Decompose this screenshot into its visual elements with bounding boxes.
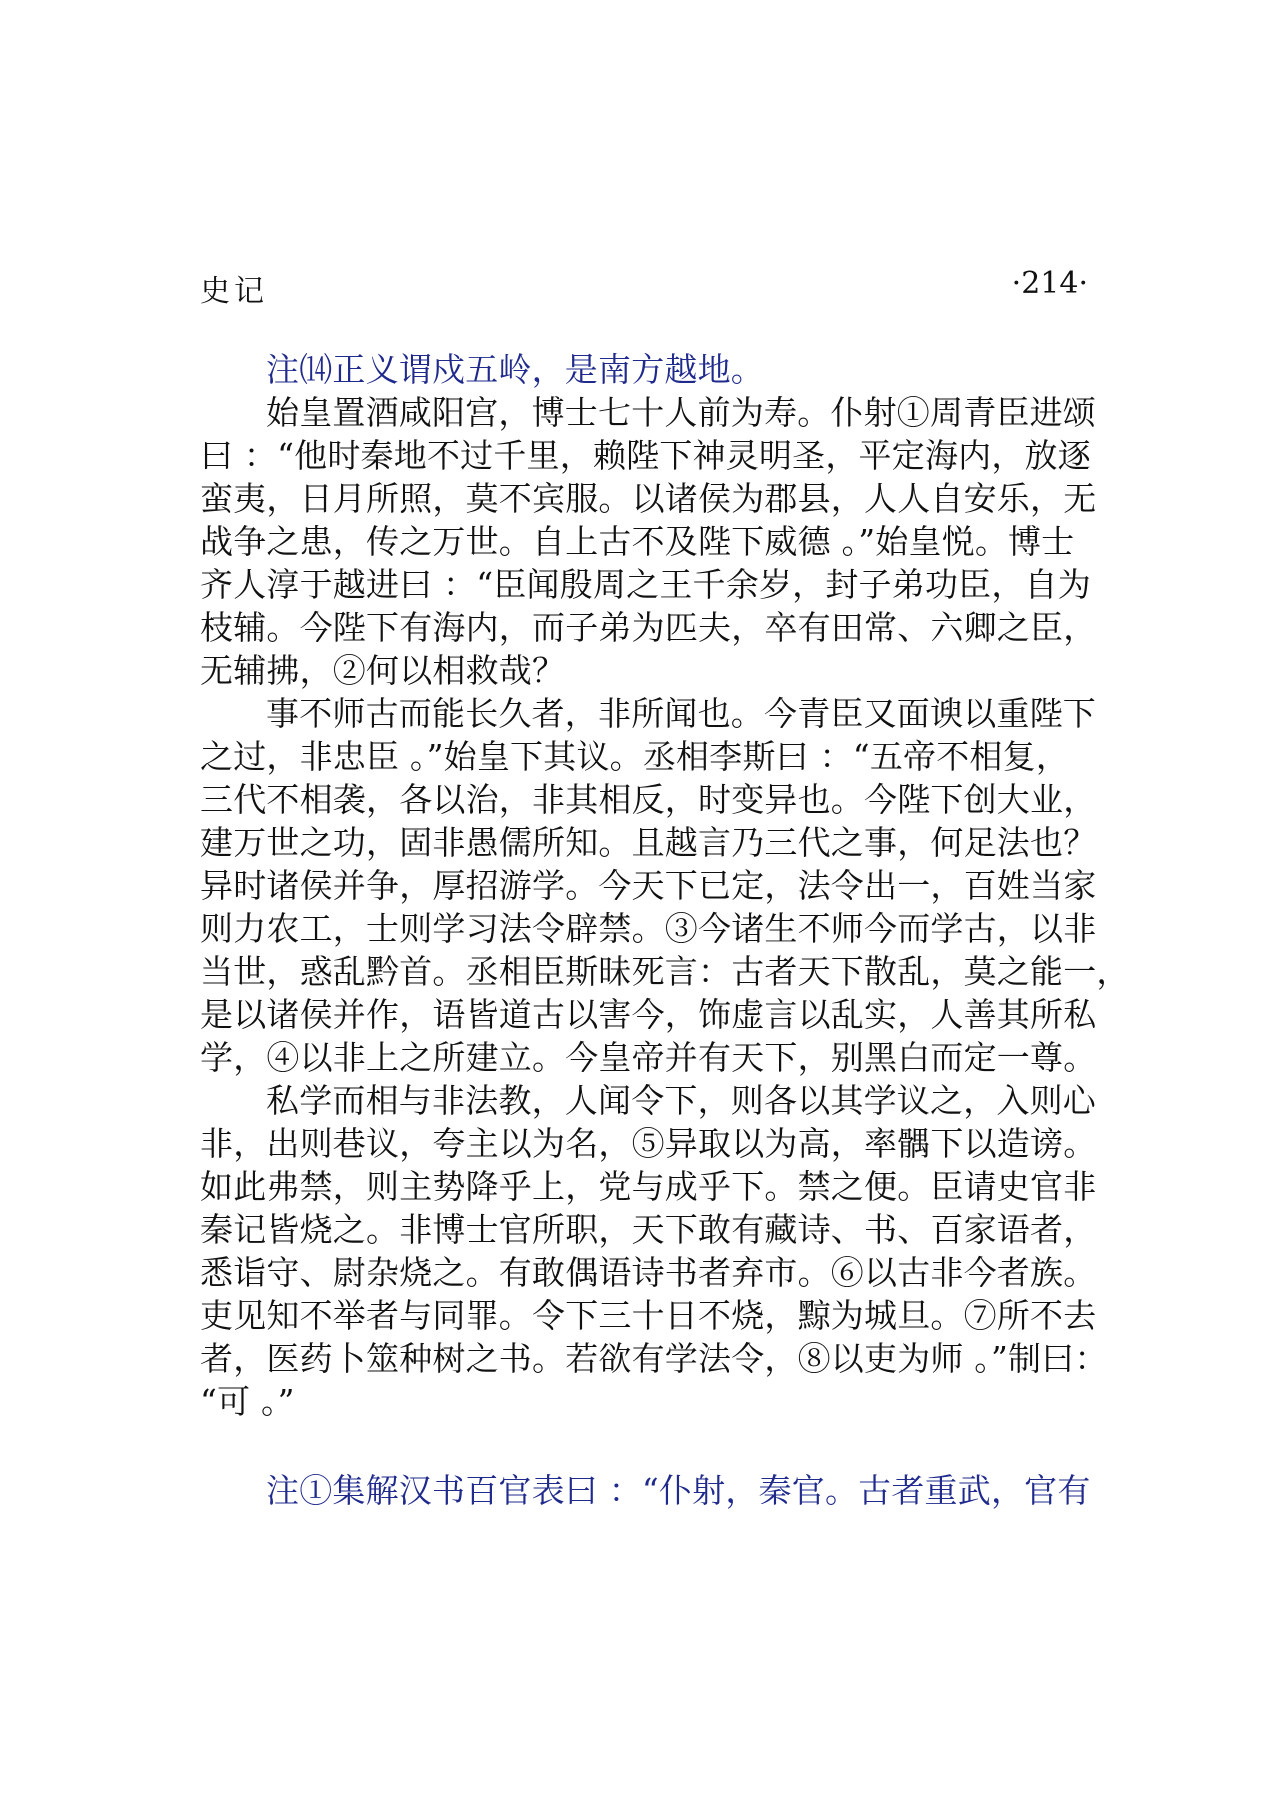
text-line: 者，医药卜筮种树之书。若欲有学法令，⑧以吏为师 。”制曰：	[200, 1339, 1108, 1378]
text-line: “可 。”	[200, 1382, 295, 1421]
text-line: 是以诸侯并作，语皆道古以害今，饰虚言以乱实，人善其所私	[200, 995, 1097, 1034]
text-line: 秦记皆烧之。非博士官所职，天下敢有藏诗、书、百家语者，	[200, 1210, 1097, 1249]
paragraph-gap	[200, 1423, 1088, 1469]
text-line: 异时诸侯并争，厚招游学。今天下已定，法令出一，百姓当家	[200, 866, 1097, 905]
text-line: 战争之患，传之万世。自上古不及陛下威德 。”始皇悦。博士	[200, 522, 1075, 561]
book-title: 史记	[200, 274, 268, 309]
text-line: 如此弗禁，则主势降乎上，党与成乎下。禁之便。臣请史官非	[200, 1167, 1097, 1206]
text-line: 三代不相袭，各以治，非其相反，时变异也。今陛下创大业，	[200, 780, 1097, 819]
text-line: 蛮夷，日月所照，莫不宾服。以诸侯为郡县，人人自安乐，无	[200, 479, 1097, 518]
text-line: 学，④以非上之所建立。今皇帝并有天下，别黑白而定一尊。	[200, 1038, 1097, 1077]
text-line: 吏见知不举者与同罪。令下三十日不烧，黥为城旦。⑦所不去	[200, 1296, 1097, 1335]
text-line: 齐人淳于越进曰 ：“臣闻殷周之王千余岁，封子弟功臣，自为	[200, 565, 1091, 604]
text-line: 曰 ：“他时秦地不过千里，赖陛下神灵明圣，平定海内，放逐	[200, 436, 1091, 475]
annotation-line: 注⒁正义谓戍五岭，是南方越地。	[266, 350, 764, 389]
page-header	[200, 266, 1088, 310]
page-number: ·214·	[1011, 266, 1088, 301]
text-line: 则力农工，士则学习法令辟禁。③今诸生不师今而学古，以非	[200, 909, 1097, 948]
text-line: 之过，非忠臣 。”始皇下其议。丞相李斯曰 ：“五帝不相复，	[200, 737, 1070, 776]
text-line: 无辅拂，②何以相救哉？	[200, 651, 566, 690]
text-line: 私学而相与非法教，人闻令下，则各以其学议之，入则心	[266, 1081, 1096, 1120]
text-line: 枝辅。今陛下有海内，而子弟为匹夫，卒有田常、六卿之臣，	[200, 608, 1097, 647]
page-body	[200, 348, 1130, 1512]
text-line: 悉诣守、尉杂烧之。有敢偶语诗书者弃市。⑥以古非今者族。	[200, 1253, 1097, 1292]
text-line: 非，出则巷议，夸主以为名，⑤异取以为高，率髃下以造谤。	[200, 1124, 1097, 1163]
text-line: 事不师古而能长久者，非所闻也。今青臣又面谀以重陛下	[266, 694, 1096, 733]
text-line: 建万世之功，固非愚儒所知。且越言乃三代之事，何足法也？	[200, 823, 1097, 862]
text-line: 始皇置酒咸阳宫，博士七十人前为寿。仆射①周青臣进颂	[266, 393, 1096, 432]
text-line: 当世，惑乱黔首。丞相臣斯昧死言：古者天下散乱，莫之能一，	[200, 952, 1130, 991]
annotation-line: 注①集解汉书百官表曰 ：“仆射，秦官。古者重武，官有	[266, 1471, 1091, 1510]
